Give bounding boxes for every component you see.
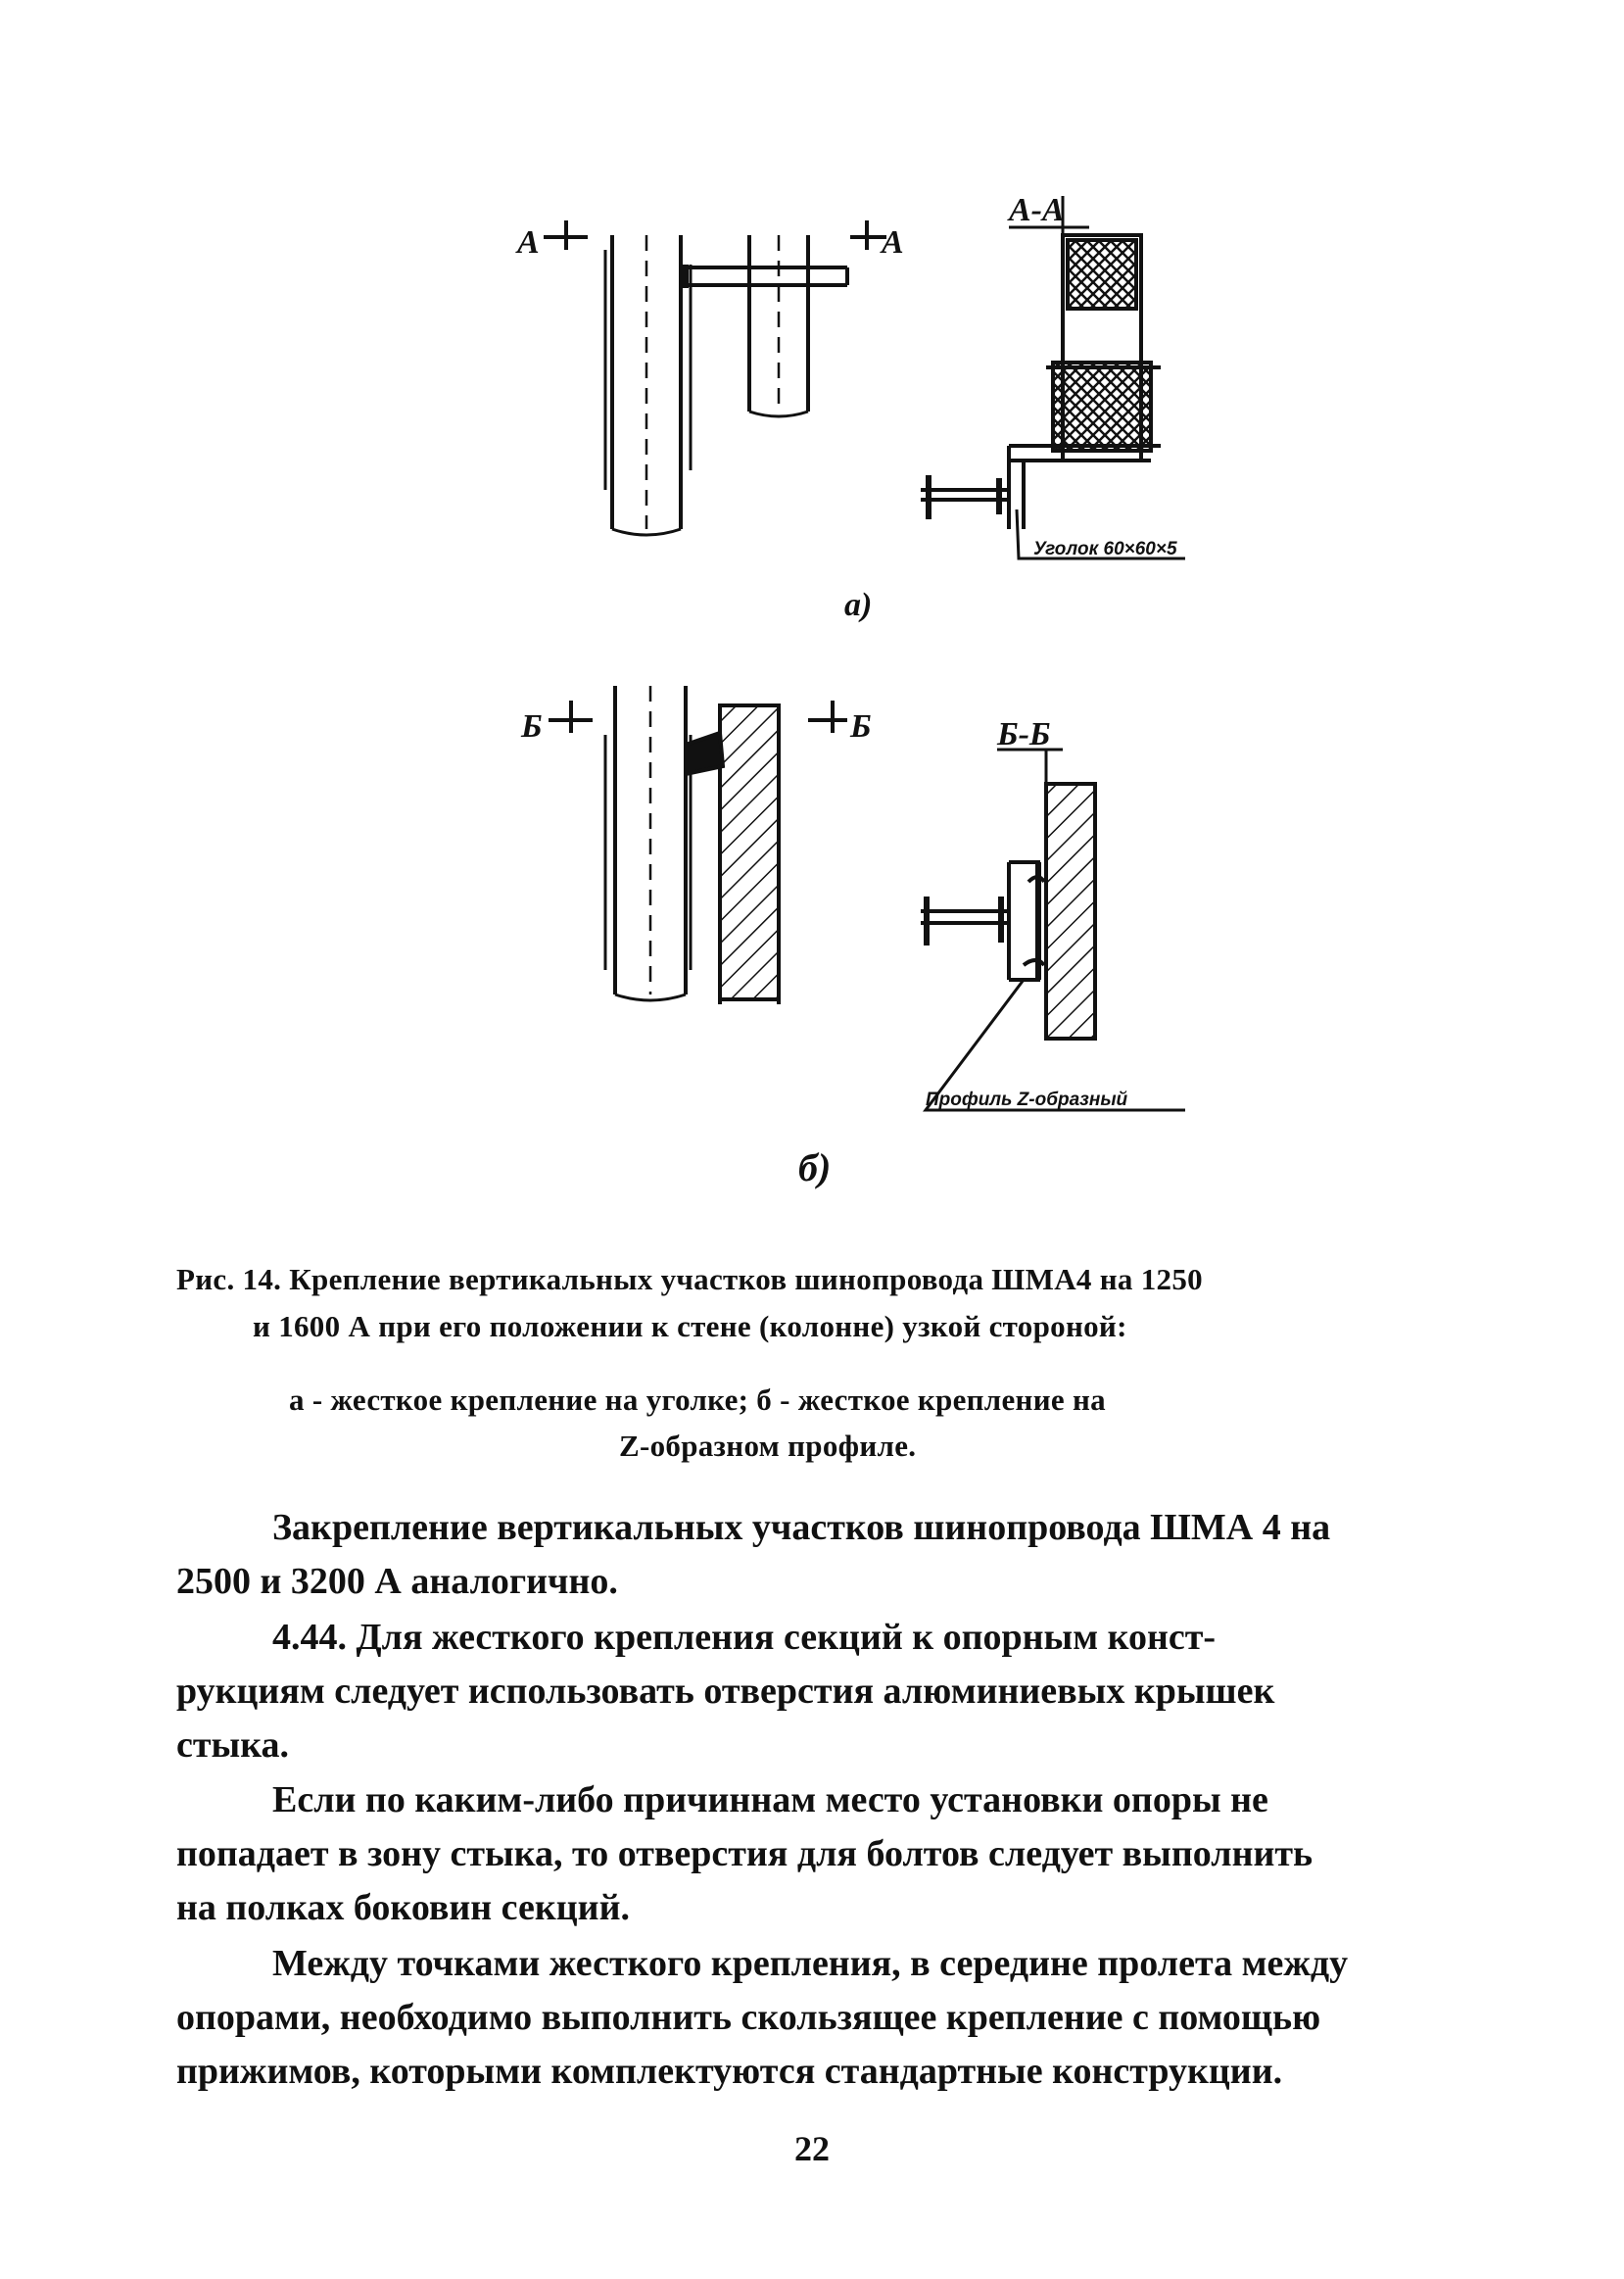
body-p2-line-2: рукциям следует использовать отверстия алюминиевых крышек [176, 1671, 1275, 1712]
body-p3-line-1: Если по каким-либо причиннам место установки опоры не [272, 1779, 1268, 1820]
leader-angle-text: Уголок 60×60×5 [1033, 539, 1177, 559]
body-p4-line-2: опорами, необходимо выполнить скользящее крепление с помощью [176, 1997, 1321, 2038]
body-p4-line-3: прижимов, которыми комплектуются стандартные конструкции. [176, 2051, 1283, 2092]
body-p1-line-1: Закрепление вертикальных участков шинопровода ШМА 4 на [272, 1507, 1331, 1548]
page-number: 22 [794, 2129, 830, 2168]
section-b [921, 750, 1185, 1110]
section-b-label: Б-Б [997, 716, 1051, 752]
body-p2-line-3: стыка. [176, 1724, 290, 1766]
leader-profile-text: Профиль Z-образный [926, 1090, 1128, 1110]
caption-line-3: а - жесткое крепление на уголке; б - жесткое крепление на [289, 1382, 1106, 1417]
body-p2-line-1: 4.44. Для жесткого крепления секций к опорным конст- [272, 1617, 1217, 1658]
body-p1-line-2: 2500 и 3200 А аналогично. [176, 1561, 618, 1602]
view-a-cut-left: А [517, 224, 540, 261]
sub-label-b: б) [798, 1145, 832, 1189]
body-p4-line-1: Между точками жесткого крепления, в середине пролета между [272, 1943, 1349, 1984]
section-a [921, 196, 1185, 558]
view-a-cut-right: А [882, 224, 904, 261]
caption-line-2: и 1600 А при его положении к стене (колонне) узкой стороной: [253, 1309, 1127, 1343]
view-b-cut-right: Б [850, 708, 872, 745]
body-p3-line-3: на полках боковин секций. [176, 1887, 630, 1928]
sub-label-a: а) [844, 587, 873, 623]
caption-line-1: Рис. 14. Крепление вертикальных участков шинопровода ШМА4 на 1250 [176, 1262, 1203, 1296]
section-a-label: А-А [1009, 192, 1065, 228]
view-b-cut-left: Б [521, 708, 543, 745]
view-a-front [544, 220, 886, 535]
view-b-front [549, 686, 847, 1004]
body-p3-line-2: попадает в зону стыка, то отверстия для болтов следует выполнить [176, 1833, 1314, 1874]
caption-line-4: Z-образном профиле. [619, 1429, 917, 1463]
